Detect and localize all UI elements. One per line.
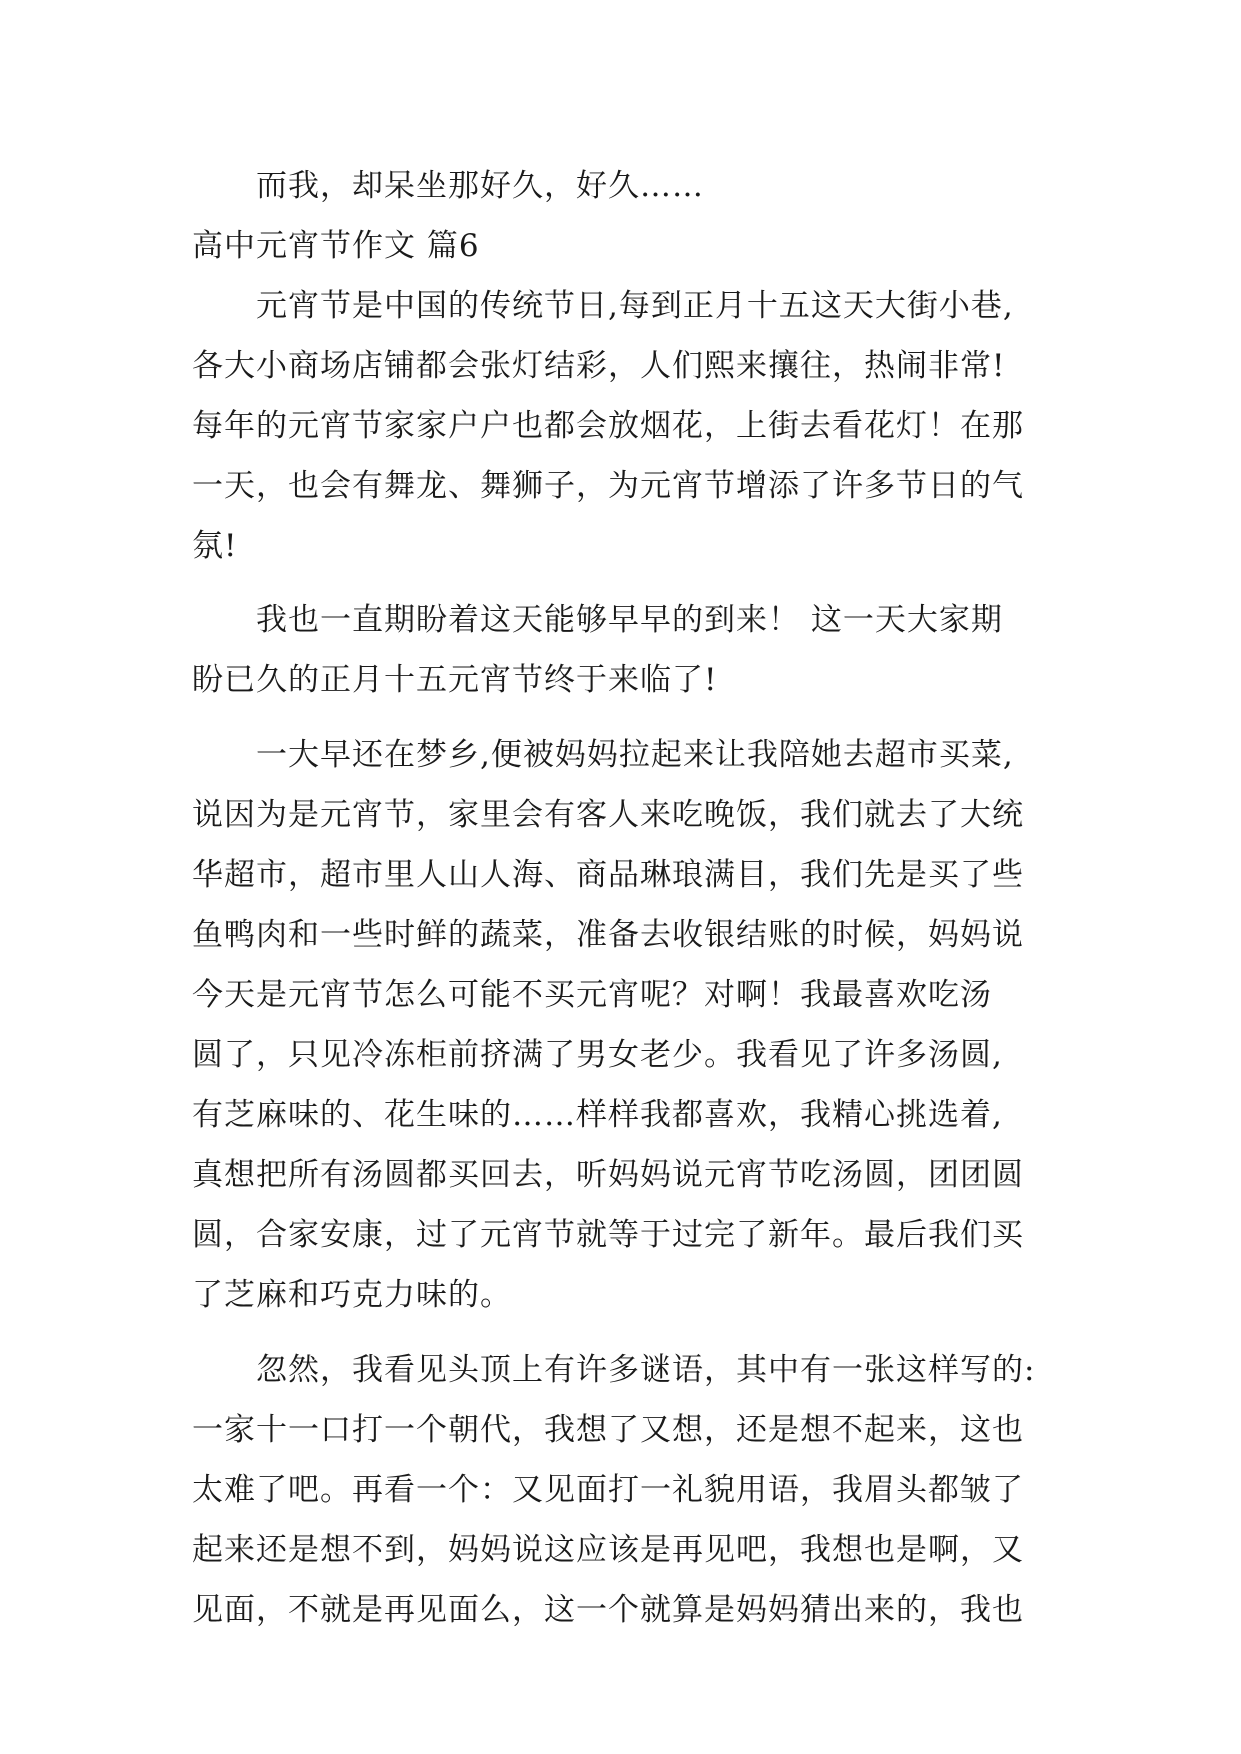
paragraph-line: 一家十一口打一个朝代，我想了又想，还是想不起来，这也 bbox=[192, 1412, 1024, 1448]
paragraph-line: 了芝麻和巧克力味的。 bbox=[192, 1277, 512, 1313]
paragraph-line: 今天是元宵节怎么可能不买元宵呢？对啊！我最喜欢吃汤 bbox=[192, 977, 992, 1013]
paragraph-line: 每年的元宵节家家户户也都会放烟花，上街去看花灯！在那 bbox=[192, 408, 1024, 444]
intro-line: 而我，却呆坐那好久，好久…… bbox=[256, 168, 704, 204]
paragraph-line: 我也一直期盼着这天能够早早的到来！ 这一天大家期 bbox=[256, 602, 1003, 638]
paragraph-line: 说因为是元宵节，家里会有客人来吃晚饭，我们就去了大统 bbox=[192, 797, 1024, 833]
paragraph-line: 有芝麻味的、花生味的……样样我都喜欢，我精心挑选着, bbox=[192, 1097, 1003, 1133]
paragraph-line: 忽然，我看见头顶上有许多谜语，其中有一张这样写的: bbox=[256, 1352, 1036, 1388]
paragraph-line: 盼已久的正月十五元宵节终于来临了! bbox=[192, 662, 718, 698]
paragraph-line: 见面，不就是再见面么，这一个就算是妈妈猜出来的，我也 bbox=[192, 1592, 1024, 1628]
paragraph-line: 各大小商场店铺都会张灯结彩，人们熙来攘往，热闹非常! bbox=[192, 348, 1006, 384]
paragraph-line: 一大早还在梦乡,便被妈妈拉起来让我陪她去超市买菜, bbox=[256, 737, 1014, 773]
paragraph-line: 元宵节是中国的传统节日,每到正月十五这天大街小巷, bbox=[256, 288, 1014, 324]
paragraph-line: 鱼鸭肉和一些时鲜的蔬菜，准备去收银结账的时候，妈妈说 bbox=[192, 917, 1024, 953]
paragraph-line: 太难了吧。再看一个：又见面打一礼貌用语，我眉头都皱了 bbox=[192, 1472, 1024, 1508]
paragraph-line: 华超市，超市里人山人海、商品琳琅满目，我们先是买了些 bbox=[192, 857, 1024, 893]
paragraph-line: 真想把所有汤圆都买回去，听妈妈说元宵节吃汤圆，团团圆 bbox=[192, 1157, 1024, 1193]
paragraph-line: 圆了，只见冷冻柜前挤满了男女老少。我看见了许多汤圆, bbox=[192, 1037, 1003, 1073]
paragraph-line: 起来还是想不到，妈妈说这应该是再见吧，我想也是啊，又 bbox=[192, 1532, 1024, 1568]
paragraph-line: 一天，也会有舞龙、舞狮子，为元宵节增添了许多节日的气 bbox=[192, 468, 1024, 504]
paragraph-line: 圆，合家安康，过了元宵节就等于过完了新年。最后我们买 bbox=[192, 1217, 1024, 1253]
essay-heading: 高中元宵节作文 篇6 bbox=[192, 228, 480, 264]
paragraph-line: 氛! bbox=[192, 528, 238, 564]
